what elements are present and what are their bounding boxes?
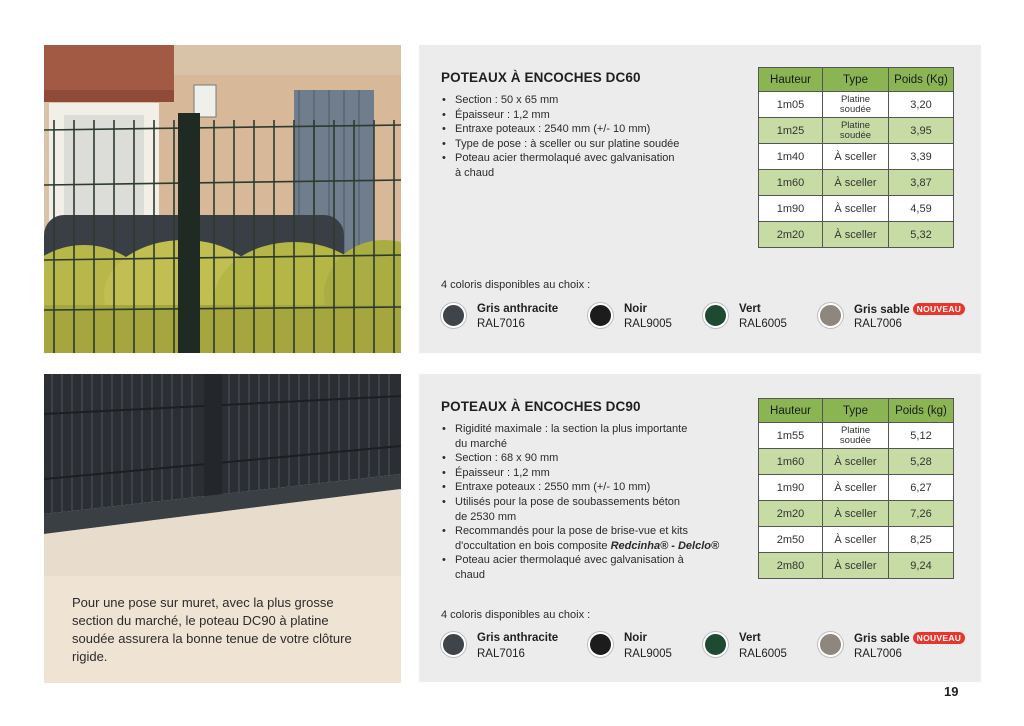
panel-dc90 <box>419 374 981 682</box>
color-name-with-badge <box>854 303 965 316</box>
dc90-spec-item: • Épaisseur : 1,2 mm <box>441 466 719 481</box>
cell-hauteur: 2m50 <box>759 527 823 553</box>
dc60-col-type: Type <box>823 68 889 92</box>
color-code: RAL6005 <box>739 648 787 660</box>
dc90-spec-table <box>758 398 954 579</box>
dc60-spec-item: • Entraxe poteaux : 2540 mm (+/- 10 mm) <box>441 122 679 137</box>
cell-hauteur: 2m80 <box>759 553 823 579</box>
cell-hauteur: 1m40 <box>759 144 823 170</box>
dc90-spec-item: • Poteau acier thermolaqué avec galvanisation à chaud <box>441 553 719 582</box>
color-name: Vert <box>739 632 761 644</box>
color-code: RAL6005 <box>739 318 787 330</box>
color-code: RAL9005 <box>624 318 672 330</box>
dc90-spec-list <box>441 422 719 583</box>
color-name: Noir <box>624 303 647 315</box>
table-row <box>759 92 954 118</box>
table-row <box>759 527 954 553</box>
brand-name: Redcinha® - Delclo® <box>610 539 720 552</box>
cell-hauteur: 1m90 <box>759 196 823 222</box>
color-name: Gris anthracite <box>477 632 559 644</box>
swatch-gris-sable <box>818 632 843 657</box>
dc60-spec-table <box>758 67 954 248</box>
color-code: RAL7006 <box>854 648 902 660</box>
cell-hauteur: 1m90 <box>759 475 823 501</box>
cell-type: À sceller <box>823 527 889 553</box>
dc60-title: POTEAUX À ENCOCHES DC60 <box>441 70 641 85</box>
dc60-spec-item: • Type de pose : à sceller ou sur platine soudée <box>441 137 679 152</box>
color-code: RAL9005 <box>624 648 672 660</box>
caption-box <box>44 576 401 683</box>
cell-poids: 6,27 <box>889 475 954 501</box>
cell-poids: 3,39 <box>889 144 954 170</box>
dc90-spec-item: • Utilisés pour la pose de soubassements béton de 2530 mm <box>441 495 719 524</box>
cell-poids: 3,87 <box>889 170 954 196</box>
cell-hauteur: 2m20 <box>759 501 823 527</box>
dc90-col-poids: Poids (kg) <box>889 399 954 423</box>
dc60-spec-list <box>441 93 679 181</box>
cell-hauteur: 1m60 <box>759 170 823 196</box>
color-code: RAL7006 <box>854 318 902 330</box>
dc90-title: POTEAUX À ENCOCHES DC90 <box>441 399 641 414</box>
color-name-with-badge <box>854 632 965 645</box>
dc60-spec-item: • Poteau acier thermolaqué avec galvanisation à chaud <box>441 151 679 180</box>
table-row <box>759 449 954 475</box>
dc60-col-hauteur: Hauteur <box>759 68 823 92</box>
dc90-spec-item: • Rigidité maximale : la section la plus importante du marché <box>441 422 719 451</box>
panel-dc60 <box>419 45 981 353</box>
cell-hauteur: 1m05 <box>759 92 823 118</box>
cell-type: Platine soudée <box>823 118 889 144</box>
table-row <box>759 475 954 501</box>
color-name: Gris sable <box>854 304 910 316</box>
dc90-colors-label: 4 coloris disponibles au choix : <box>441 609 591 621</box>
page-number: 19 <box>944 684 959 699</box>
nouveau-badge: NOUVEAU <box>913 303 966 315</box>
dc90-spec-item: • Section : 68 x 90 mm <box>441 451 719 466</box>
cell-type: À sceller <box>823 170 889 196</box>
dc90-col-type: Type <box>823 399 889 423</box>
dc60-spec-item: • Section : 50 x 65 mm <box>441 93 679 108</box>
nouveau-badge: NOUVEAU <box>913 632 966 644</box>
swatch-noir <box>588 632 613 657</box>
color-code: RAL7016 <box>477 318 525 330</box>
table-row <box>759 222 954 248</box>
cell-poids: 4,59 <box>889 196 954 222</box>
cell-type: À sceller <box>823 553 889 579</box>
table-row <box>759 170 954 196</box>
cell-hauteur: 1m25 <box>759 118 823 144</box>
swatch-gris-anthracite <box>441 303 466 328</box>
color-name: Vert <box>739 303 761 315</box>
dc90-spec-item: • Entraxe poteaux : 2550 mm (+/- 10 mm) <box>441 480 719 495</box>
cell-hauteur: 1m55 <box>759 423 823 449</box>
table-row <box>759 144 954 170</box>
swatch-noir <box>588 303 613 328</box>
cell-hauteur: 1m60 <box>759 449 823 475</box>
cell-type: Platine soudée <box>823 423 889 449</box>
dc90-spec-item: • Recommandés pour la pose de brise-vue et kits d'occultation en bois composite Redcinha® - Delclo® <box>441 524 719 553</box>
dc90-col-hauteur: Hauteur <box>759 399 823 423</box>
cell-poids: 5,28 <box>889 449 954 475</box>
color-code: RAL7016 <box>477 648 525 660</box>
cell-type: À sceller <box>823 144 889 170</box>
dc60-colors-label: 4 coloris disponibles au choix : <box>441 279 591 291</box>
color-name: Gris anthracite <box>477 303 559 315</box>
photo-dc60-fence-hedge <box>44 45 401 353</box>
cell-poids: 5,12 <box>889 423 954 449</box>
caption-text: Pour une pose sur muret, avec la plus grosse section du marché, le poteau DC90 à platine soudée assurera la bonne tenue de votre clôture rigide. <box>72 595 352 664</box>
table-row <box>759 118 954 144</box>
cell-type: À sceller <box>823 475 889 501</box>
cell-hauteur: 2m20 <box>759 222 823 248</box>
swatch-vert <box>703 632 728 657</box>
photo-dc90-fence-wall <box>44 374 401 576</box>
table-row <box>759 553 954 579</box>
table-row <box>759 423 954 449</box>
swatch-gris-anthracite <box>441 632 466 657</box>
color-name: Noir <box>624 632 647 644</box>
color-name: Gris sable <box>854 633 910 645</box>
cell-type: À sceller <box>823 222 889 248</box>
cell-type: À sceller <box>823 449 889 475</box>
cell-poids: 5,32 <box>889 222 954 248</box>
cell-type: Platine soudée <box>823 92 889 118</box>
dc60-col-poids: Poids (Kg) <box>889 68 954 92</box>
swatch-gris-sable <box>818 303 843 328</box>
swatch-vert <box>703 303 728 328</box>
cell-poids: 3,20 <box>889 92 954 118</box>
table-row <box>759 501 954 527</box>
cell-poids: 7,26 <box>889 501 954 527</box>
cell-type: À sceller <box>823 196 889 222</box>
cell-type: À sceller <box>823 501 889 527</box>
dc60-spec-item: • Épaisseur : 1,2 mm <box>441 108 679 123</box>
table-row <box>759 196 954 222</box>
cell-poids: 9,24 <box>889 553 954 579</box>
cell-poids: 3,95 <box>889 118 954 144</box>
cell-poids: 8,25 <box>889 527 954 553</box>
